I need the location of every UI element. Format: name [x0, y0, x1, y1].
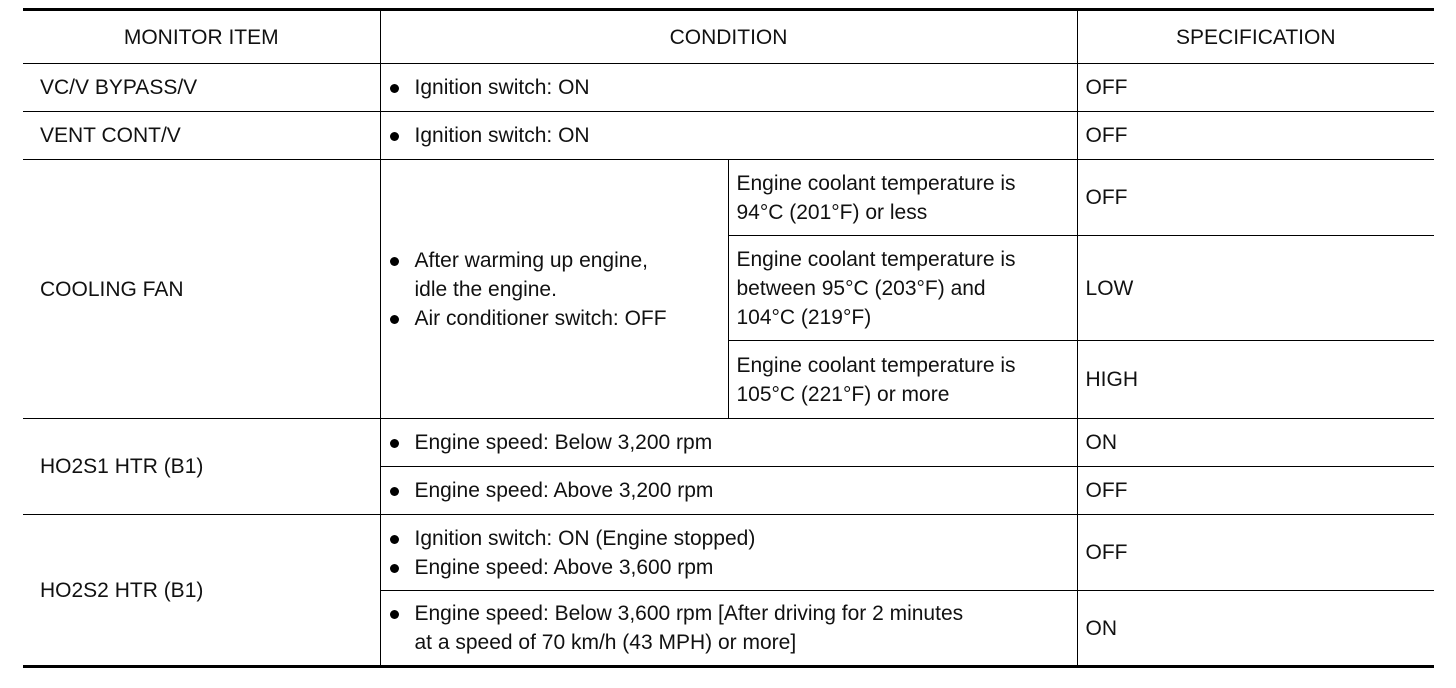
monitor-item-cell: COOLING FAN	[23, 160, 380, 419]
condition-cell	[380, 515, 1077, 591]
specification-cell: OFF	[1077, 515, 1434, 591]
table-row	[23, 160, 1434, 236]
specification-cell: OFF	[1077, 160, 1434, 236]
monitor-spec-table	[23, 8, 1434, 668]
sub-condition-cell: Engine coolant temperature is 105°C (221°F) or more	[728, 341, 1077, 419]
table-row	[23, 64, 1434, 112]
specification-cell: ON	[1077, 419, 1434, 467]
header-row	[23, 10, 1434, 64]
condition-bullet: Engine speed: Above 3,200 rpm	[389, 476, 1069, 505]
specification-cell: OFF	[1077, 112, 1434, 160]
header-specification: SPECIFICATION	[1077, 10, 1434, 64]
condition-bullet: Ignition switch: ON (Engine stopped)	[389, 524, 1069, 553]
table-row	[23, 515, 1434, 591]
condition-bullet: Engine speed: Below 3,200 rpm	[389, 428, 1069, 457]
condition-cell	[380, 160, 728, 419]
sub-condition-cell: Engine coolant temperature is 94°C (201°F) or less	[728, 160, 1077, 236]
condition-cell	[380, 64, 1077, 112]
specification-cell: ON	[1077, 591, 1434, 667]
header-condition: CONDITION	[380, 10, 1077, 64]
condition-bullet: After warming up engine, idle the engine.	[389, 246, 720, 304]
monitor-item-cell: VENT CONT/V	[23, 112, 380, 160]
specification-cell: OFF	[1077, 467, 1434, 515]
condition-cell	[380, 467, 1077, 515]
specification-cell: OFF	[1077, 64, 1434, 112]
sub-condition-cell: Engine coolant temperature is between 95°C (203°F) and 104°C (219°F)	[728, 236, 1077, 341]
condition-bullet: Air conditioner switch: OFF	[389, 304, 720, 333]
condition-bullet: Engine speed: Below 3,600 rpm [After driving for 2 minutes at a speed of 70 km/h (43 MPH) or more]	[389, 599, 1069, 657]
condition-bullet: Ignition switch: ON	[389, 73, 1069, 102]
condition-bullet: Engine speed: Above 3,600 rpm	[389, 553, 1069, 582]
condition-bullet: Ignition switch: ON	[389, 121, 1069, 150]
condition-cell	[380, 112, 1077, 160]
table-row	[23, 112, 1434, 160]
condition-cell	[380, 591, 1077, 667]
table-row	[23, 419, 1434, 467]
specification-cell: HIGH	[1077, 341, 1434, 419]
condition-cell	[380, 419, 1077, 467]
monitor-item-cell: VC/V BYPASS/V	[23, 64, 380, 112]
specification-cell: LOW	[1077, 236, 1434, 341]
header-monitor-item: MONITOR ITEM	[23, 10, 380, 64]
monitor-item-cell: HO2S2 HTR (B1)	[23, 515, 380, 667]
monitor-item-cell: HO2S1 HTR (B1)	[23, 419, 380, 515]
